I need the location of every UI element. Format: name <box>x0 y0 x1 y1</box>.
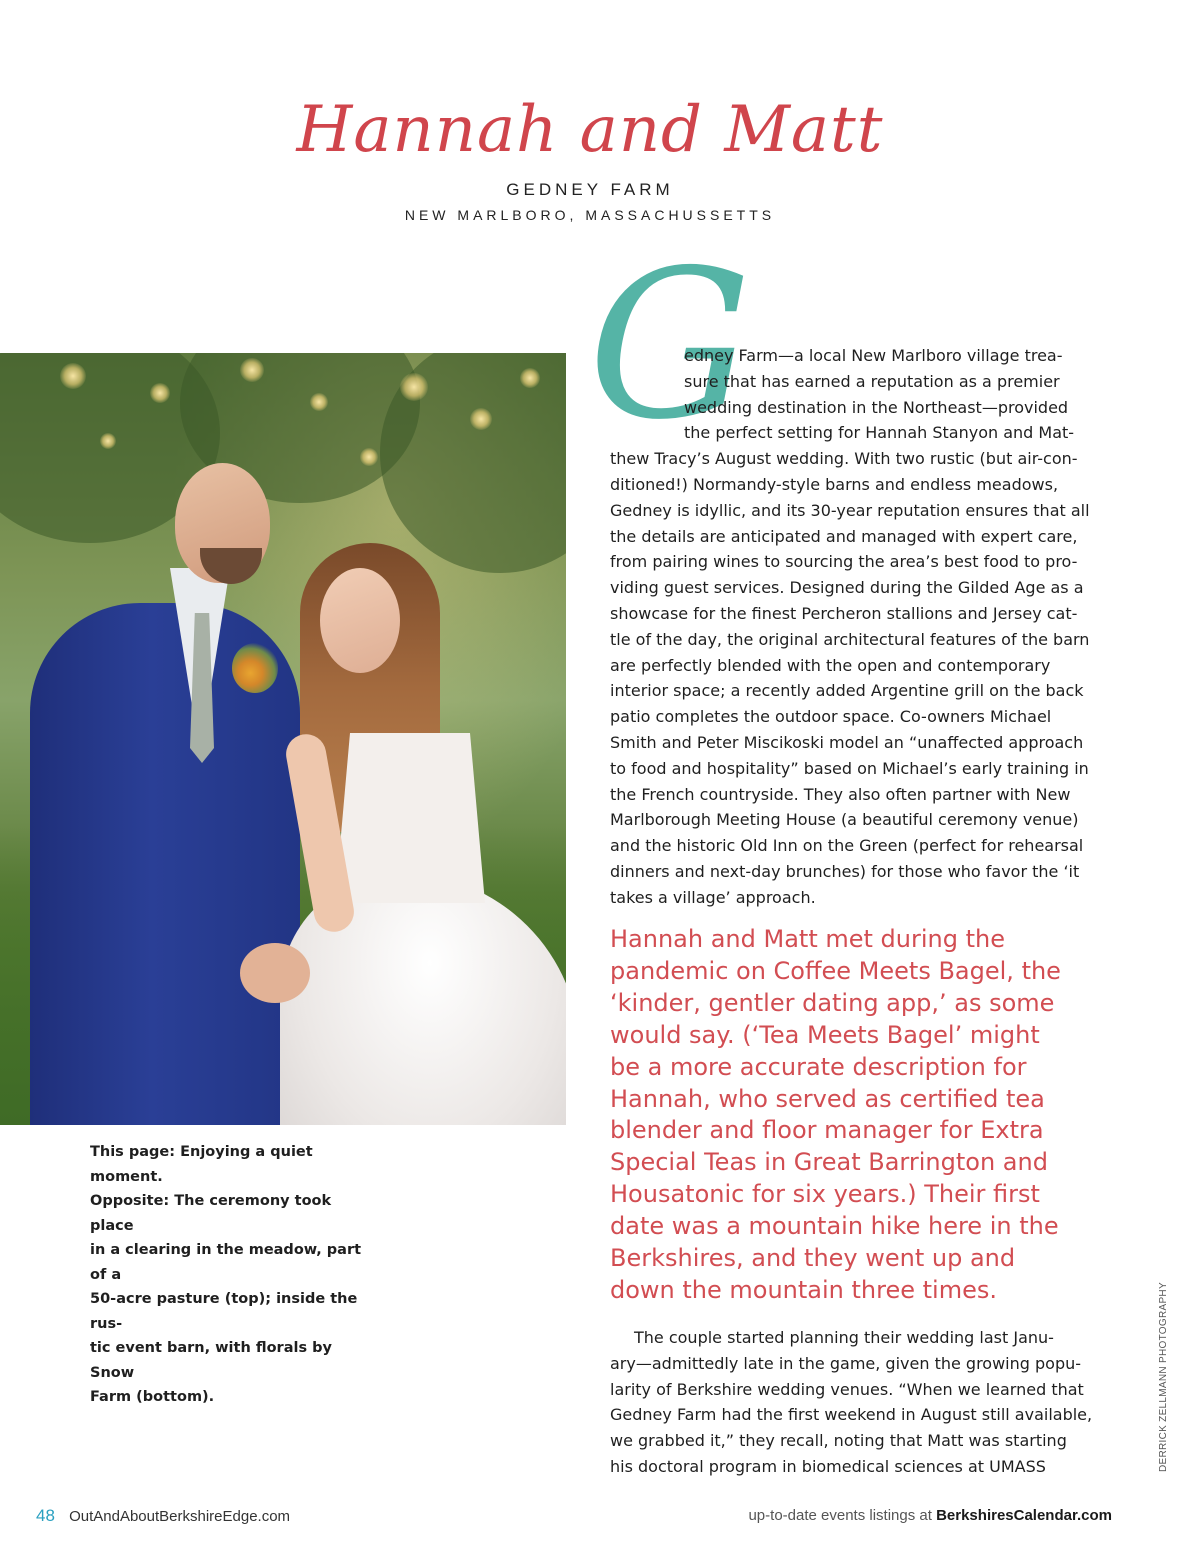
body-line: Gedney is idyllic, and its 30-year reputation ensures that all <box>610 500 1090 520</box>
body-line: showcase for the finest Percheron stallions and Jersey cat- <box>610 603 1078 623</box>
body-line: we grabbed it,” they recall, noting that Matt was starting <box>610 1431 1067 1451</box>
body-line: takes a village’ approach. <box>610 887 816 907</box>
caption-line: Opposite: The ceremony took place <box>90 1193 332 1234</box>
body-line: Gedney Farm had the first weekend in August still available, <box>610 1405 1093 1425</box>
footer-listing-text: up-to-date events listings at <box>748 1507 937 1524</box>
body-line: wedding destination in the Northeast—provided <box>684 397 1069 417</box>
body-line: and the historic Old Inn on the Green (perfect for rehearsal <box>610 836 1084 856</box>
body-line: ditioned!) Normandy-style barns and endless meadows, <box>610 474 1059 494</box>
photo-caption <box>90 1140 365 1410</box>
photo-credit: DERRICK ZELLMANN PHOTOGRAPHY <box>1158 1282 1169 1472</box>
pull-quote-line: ‘kinder, gentler dating app,’ as some <box>610 988 1055 1017</box>
body-line: to food and hospitality” based on Michael’s early training in <box>610 758 1089 778</box>
pull-quote-line: Hannah and Matt met during the <box>610 925 1005 953</box>
footer-right <box>748 1507 1112 1524</box>
pull-quote-line: date was a mountain hike here in the <box>610 1212 1059 1241</box>
body-line: Smith and Peter Miscikoski model an “unaffected approach <box>610 732 1084 752</box>
pull-quote-line: Special Teas in Great Barrington and <box>610 1148 1048 1177</box>
body-line: The couple started planning their wedding last Janu- <box>634 1328 1054 1347</box>
body-line: the perfect setting for Hannah Stanyon and Mat- <box>684 423 1075 443</box>
pull-quote-line: Hannah, who served as certified tea <box>610 1084 1045 1113</box>
pull-quote-line: blender and floor manager for Extra <box>610 1116 1044 1145</box>
body-line: edney Farm—a local New Marlboro village trea- <box>684 346 1063 365</box>
pull-quote-line: Housatonic for six years.) Their first <box>610 1180 1040 1209</box>
pull-quote <box>610 924 1061 1307</box>
body-line: tle of the day, the original architectural features of the barn <box>610 629 1090 649</box>
body-line: patio completes the outdoor space. Co-owners Michael <box>610 707 1052 727</box>
body-line: viding guest services. Designed during the Gilded Age as a <box>610 578 1084 598</box>
footer-left <box>36 1506 290 1526</box>
body-line: his doctoral program in biomedical sciences at UMASS <box>610 1456 1046 1476</box>
body-line: larity of Berkshire wedding venues. “When we learned that <box>610 1379 1084 1399</box>
body-line: are perfectly blended with the open and contemporary <box>610 655 1051 675</box>
body-line: interior space; a recently added Argentine grill on the back <box>610 681 1084 701</box>
calendar-site-link[interactable]: BerkshiresCalendar.com <box>936 1507 1112 1524</box>
body-line: dinners and next-day brunches) for those who favor the ‘it <box>610 861 1080 881</box>
body-line: Marlborough Meeting House (a beautiful ceremony venue) <box>610 810 1079 830</box>
footer-site-link[interactable]: OutAndAboutBerkshireEdge.com <box>69 1508 291 1525</box>
caption-line: Farm (bottom). <box>90 1389 215 1405</box>
couple-photo <box>0 353 566 1125</box>
pull-quote-line: would say. (‘Tea Meets Bagel’ might <box>610 1020 1040 1049</box>
caption-line: This page: Enjoying a quiet moment. <box>90 1144 313 1185</box>
body-line: thew Tracy’s August wedding. With two rustic (but air-con- <box>610 449 1078 469</box>
article-paragraph-1 <box>610 343 1090 911</box>
pull-quote-line: Berkshires, and they went up and <box>610 1244 1016 1273</box>
page-number: 48 <box>36 1506 55 1525</box>
body-line: sure that has earned a reputation as a premier <box>684 371 1060 391</box>
pull-quote-line: pandemic on Coffee Meets Bagel, the <box>610 956 1061 985</box>
pull-quote-line: be a more accurate description for <box>610 1052 1027 1081</box>
boutonniere <box>232 643 278 693</box>
article-title: Hannah and Matt <box>296 93 884 167</box>
body-line: ary—admittedly late in the game, given the growing popu- <box>610 1353 1082 1373</box>
body-line: the details are anticipated and managed with expert care, <box>610 526 1078 546</box>
caption-line: tic event barn, with florals by Snow <box>90 1340 332 1381</box>
body-line: from pairing wines to sourcing the area’s best food to pro- <box>610 552 1078 572</box>
venue-name: GEDNEY FARM <box>506 180 674 199</box>
caption-line: in a clearing in the meadow, part of a <box>90 1242 362 1283</box>
body-line: the French countryside. They also often partner with New <box>610 784 1071 804</box>
drop-cap: G <box>588 227 752 465</box>
venue-location: NEW MARLBORO, MASSACHUSSETTS <box>404 207 776 223</box>
pull-quote-line: down the mountain three times. <box>610 1275 997 1304</box>
article-paragraph-2 <box>610 1325 1092 1480</box>
caption-line: 50-acre pasture (top); inside the rus- <box>90 1291 358 1332</box>
